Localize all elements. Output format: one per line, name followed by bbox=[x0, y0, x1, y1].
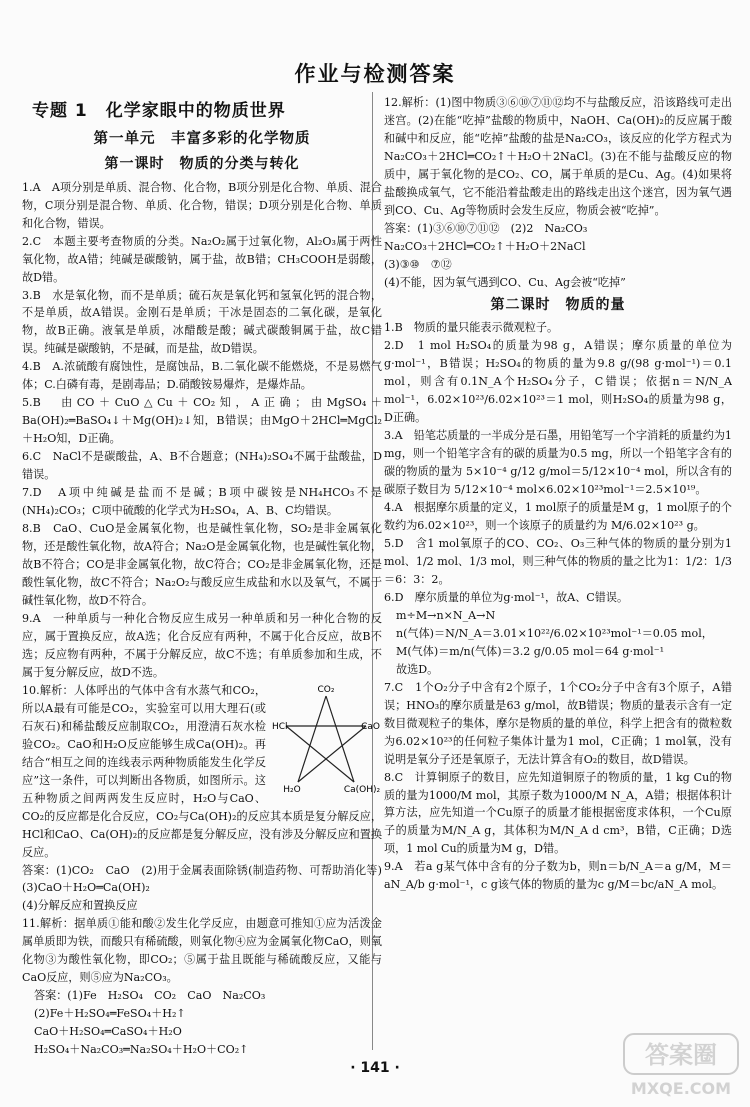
reaction-star-diagram bbox=[270, 682, 382, 794]
unit-heading: 第一单元 丰富多彩的化学物质 bbox=[93, 130, 311, 147]
answer-item: 9.A 若a g某气体中含有的分子数为b，则n＝b/N_A＝a g/M，M＝aN_A/b g·mol⁻¹，c g该气体的物质的量为c g/M＝bc/aN_A mol。 bbox=[384, 860, 732, 892]
answer-item: 答案：(1)Fe H₂SO₄ CO₂ CaO Na₂CO₃ bbox=[34, 989, 266, 1003]
answer-item: 2.C 本题主要考查物质的分类。Na₂O₂属于过氧化物，Al₂O₃属于两性氧化物，故A错；纯碱是碳酸钠，属于盐，故B错；CH₃COOH是弱酸，故D错。 bbox=[22, 234, 382, 284]
answer-item: 6.C NaCl不是碳酸盐，A、B不合题意；(NH₄)₂SO₄不属于盐酸盐，D错误。 bbox=[22, 450, 382, 482]
answer-item: Na₂CO₃＋2HCl═CO₂↑＋H₂O＋2NaCl bbox=[384, 239, 586, 253]
answer-item: H₂SO₄＋Na₂CO₃═Na₂SO₄＋H₂O＋CO₂↑ bbox=[34, 1043, 249, 1056]
answer-item: n(气体)＝N/N_A＝3.01×10²²/6.02×10²³mol⁻¹＝0.05 mol， bbox=[396, 626, 713, 640]
answer-item: 12.解析：(1)图中物质③⑥⑩⑦⑪⑫均不与盐酸反应，沿该路线可走出迷宫。(2)在能“吃掉”盐酸的物质中，NaOH、Ca(OH)₂的反应属于酸和碱中和反应，能“吃掉”盐酸的盐是Na₂CO₃，该反应的化学方程式为Na₂CO₃＋2HCl═CO₂↑＋H₂O＋2NaCl。(3)在不能与盐酸反应的物质中，属于氧化物的是CO₂、CO，属于单质的是Cu、Ag。(4)如果将盐酸换成氧气，它不能沿着盐酸走出的路线走出这个迷宫，因为氧气遇到CO、Cu、Ag等物质时会发生反应，物质会被“吃掉”。 bbox=[384, 96, 732, 217]
answer-item: 1.A A项分别是单质、混合物、化合物，B项分别是化合物、单质、混合物，C项分别是混合物、单质、化合物，错误；D项分别是化合物、单质和化合物，错误。 bbox=[22, 180, 382, 230]
answer-item: 1.B 物质的量只能表示微观粒子。 bbox=[384, 321, 559, 335]
answer-item: 3.A 铅笔芯质量的一半成分是石墨，用铅笔写一个字消耗的质量约为1 mg，则一个铅笔字含有的碳的质量为0.5 mg，所以一个铅笔字含有的碳的物质的量为 5×10⁻⁴ g/12 g/mol＝5/12×10⁻⁴ mol，所以含有的碳原子数目为 5/12×10⁻⁴ mol×6.02×10²³mol⁻¹＝2.5×10¹⁹。 bbox=[384, 429, 732, 497]
diagram-node: Ca(OH)₂ bbox=[343, 784, 381, 794]
topic-heading: 专题 1 化学家眼中的物质世界 bbox=[32, 101, 286, 121]
diagram-node: HCl bbox=[272, 721, 288, 732]
answer-item: CaO＋H₂SO₄═CaSO₄＋H₂O bbox=[34, 1025, 182, 1039]
answer-item: M(气体)＝m/n(气体)＝3.2 g/0.05 mol＝64 g·mol⁻¹ bbox=[396, 644, 665, 658]
answer-item: 故选D。 bbox=[396, 662, 439, 676]
answer-item: 答案：(1)CO₂ CaO (2)用于金属表面除锈(制造药物、可帮助消化等) (3)CaO＋H₂O═Ca(OH)₂ bbox=[22, 863, 382, 895]
watermark-text: 答案圈 bbox=[645, 1041, 717, 1069]
answer-item: 答案：(1)③⑥⑩⑦⑪⑫ (2)2 Na₂CO₃ bbox=[384, 221, 588, 235]
answer-item: (2)Fe＋H₂SO₄═FeSO₄＋H₂↑ bbox=[34, 1007, 186, 1021]
page-title: 作业与检测答案 bbox=[294, 62, 456, 86]
answer-item: 6.D 摩尔质量的单位为g·mol⁻¹，故A、C错误。 bbox=[384, 590, 629, 604]
answer-item: 5.B 由CO＋CuO△Cu＋CO₂知，A正确；由MgSO₄＋Ba(OH)₂═BaSO₄↓＋Mg(OH)₂↓知，B错误；由MgO＋2HCl═MgCl₂＋H₂O知，D正确。 bbox=[22, 396, 382, 446]
answer-item: 8.B CaO、CuO是金属氧化物，也是碱性氧化物，SO₂是非金属氧化物，还是酸性氧化物，故A符合；Na₂O是金属氧化物，也是碱性氧化物，故B不符合；CO是非金属氧化物，故C符合；CO₂是非金属氧化物，还是酸性氧化物，故C不符合；Na₂O₂与酸反应生成盐和水以及氧气，不属于碱性氧化物，故D不符合。 bbox=[22, 522, 382, 607]
answer-item: 5.D 含1 mol氧原子的CO、CO₂、O₃三种气体的物质的量分别为1 mol、1/2 mol、1/3 mol，则三种气体的物质的量之比为1：1/2：1/3＝6：3：2。 bbox=[384, 536, 732, 586]
watermark-logo bbox=[618, 1030, 744, 1100]
answer-item: 3.B 水是氧化物，而不是单质；硫石灰是氧化钙和氢氧化钙的混合物，不是单质，故A错误。金刚石是单质；干冰是固态的二氧化碳，是氧化物，故B正确。液氧是单质，冰醋酸是酸；碱式碳酸铜属于盐，故C错误。纯碱是碳酸钠，不是碱，而是盐，故D错误。 bbox=[22, 288, 382, 356]
answer-item: 7.D A项中纯碱是盐而不是碱；B项中碳铵是NH₄HCO₃不是(NH₄)₂CO₃；C项中硫酸的化学式为H₂SO₄，A、B、C均错误。 bbox=[22, 486, 382, 518]
answer-item: m÷M→n×N_A→N bbox=[396, 608, 496, 622]
diagram-node: CaO bbox=[361, 721, 380, 732]
answer-item: (3)③⑩ ⑦⑫ bbox=[384, 257, 452, 271]
right-column bbox=[384, 94, 732, 1054]
page-number: · 141 · bbox=[350, 1060, 400, 1076]
answer-item: 11.解析：据单质①能和酸②发生化学反应，由题意可推知①应为活泼金属单质即为铁，而酸只有稀硫酸，则氧化物④应为金属氧化物CaO，则氧化物③为酸性氧化物，即CO₂；⑤属于盐且既能与稀硫酸反应，又能与CaO反应，则⑤应为Na₂CO₃。 bbox=[22, 917, 382, 985]
lesson-heading: 第一课时 物质的分类与转化 bbox=[104, 156, 300, 173]
answer-item: 7.C 1个O₂分子中含有2个原子，1个CO₂分子中含有3个原子，A错误；HNO₃的摩尔质量是63 g/mol，故B错误；物质的量表示含有一定数目微观粒子的集体，摩尔是物质的量的单位，科学上把含有的微粒数为6.02×10²³的任何粒子集体计量为1 mol，C正确；1 mol氧，没有说明是氧分子还是氧原子，无法计算含有O₂的数目，故D错误。 bbox=[384, 680, 732, 766]
answer-item: 8.C 计算铜原子的数目，应先知道铜原子的物质的量，1 kg Cu的物质的量为1000/M mol，其原子数为1000/M N_A，A错；根据体积计算方法，应先知道一个Cu原子的质量才能根据密度求体积，一个Cu原子的质量为M/N_A g，其体积为M/N_A d cm³，B错，C正确；D选项，1 mol Cu的质量为M g，D错。 bbox=[384, 770, 732, 856]
answer-item: 4.B A.浓硫酸有腐蚀性，是腐蚀品，B.二氧化碳不能燃烧，不是易燃气体；C.白磷有毒，是剧毒品；D.硝酸铵易爆炸，是爆炸品。 bbox=[22, 360, 382, 392]
answer-item: 9.A 一种单质与一种化合物反应生成另一种单质和另一种化合物的反应，属于置换反应，故A选；化合反应有两种，不属于化合反应，故B不选；反应物有两种，不属于分解反应，故C不选；有单质参加和生成，不属于复分解反应，故D不选。 bbox=[22, 611, 382, 679]
answer-item: 2.D 1 mol H₂SO₄的质量为98 g，A错误；摩尔质量的单位为g·mol⁻¹，B错误；H₂SO₄的物质的量为9.8 g/(98 g·mol⁻¹)＝0.1 mol，则含有0.1N_A个H₂SO₄分子，C错误；依据n＝N/N_A mol⁻¹，6.02×10²³/6.02×10²³＝1 mol，则H₂SO₄的质量为98 g，D正确。 bbox=[384, 339, 732, 425]
diagram-node: H₂O bbox=[283, 784, 301, 794]
answer-item: 10.解析：人体呼出的气体中含有水蒸气和CO₂，所以A最有可能是CO₂，实验室可以用大理石(或石灰石)和稀盐酸反应制取CO₂，用澄清石灰水检验CO₂。CaO和H₂O反应能够生成Ca(OH)₂。再结合“相互之间的连线表示两种物质能发生化学反应”这一条件，可以判断出各物质，如图所示。这五种物质之间两两发生反应时，H₂O与CaO、CO₂的反应都是化合反应，CO₂与Ca(OH)₂的反应其本质是复分解反应，HCl和CaO、Ca(OH)₂的反应都是复分解反应，没有涉及分解反应和置换反应。 bbox=[22, 683, 382, 859]
diagram-node: CO₂ bbox=[317, 684, 335, 695]
left-column bbox=[22, 96, 382, 1056]
answer-item: 4.A 根据摩尔质量的定义，1 mol原子的质量是M g，1 mol原子的个数约为6.02×10²³，则一个该原子的质量约为 M/6.02×10²³ g。 bbox=[384, 501, 732, 532]
watermark-url: MXQE.COM bbox=[630, 1079, 732, 1098]
answer-item: (4)分解反应和置换反应 bbox=[22, 899, 138, 913]
answer-item: (4)不能，因为氧气遇到CO、Cu、Ag会被“吃掉” bbox=[384, 275, 626, 289]
lesson-heading-2: 第二课时 物质的量 bbox=[490, 296, 626, 313]
